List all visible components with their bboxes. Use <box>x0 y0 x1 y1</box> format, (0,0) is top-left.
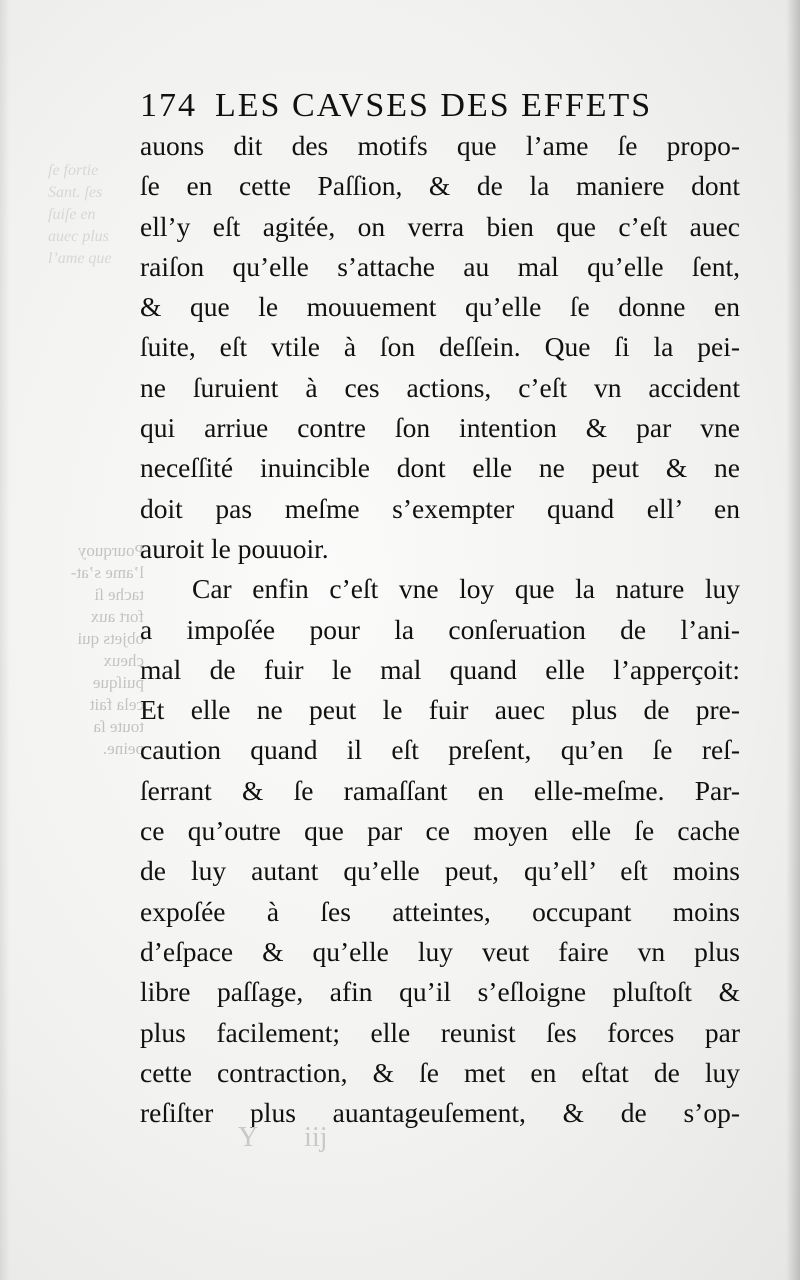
text-line: neceſſité inuincible dont elle ne peut & ne <box>140 452 740 484</box>
text-line: auons dit des motifs que l’ame ſe propo- <box>140 130 740 161</box>
text-line: plus facilement; elle reunist ſes forces par <box>140 1016 740 1048</box>
text-line: ſe en cette Paſſion, & de la maniere dont <box>140 170 740 202</box>
page-edge-shadow-left <box>0 0 10 1280</box>
text-line: expoſée à ſes atteintes, occupant moins <box>140 895 740 927</box>
paragraph-last-line: auroit le pouuoir. <box>140 532 329 564</box>
show-through-marginalia-top: ſe fortie Sant. ſes ſuiſe en auec plus l’ame que <box>48 162 112 267</box>
text-line: mal de fuir le mal quand elle l’apperçoit: <box>140 653 740 685</box>
paragraph-first-line: Car enfin c’eſt vne loy que la nature luy <box>192 573 740 605</box>
text-line: raiſon qu’elle s’attache au mal qu’elle ſent, <box>140 250 740 282</box>
signature-mark: Y iij <box>238 1122 328 1153</box>
text-line: caution quand il eſt preſent, qu’en ſe reſ- <box>140 734 740 766</box>
running-title: LES CAVSES DES EFFETS <box>215 87 653 124</box>
text-line: libre paſſage, afin qu’il s’eſloigne pluſtoſt & <box>140 976 740 1008</box>
text-line: ne ſuruient à ces actions, c’eſt vn accident <box>140 371 740 403</box>
body-text <box>140 126 740 1133</box>
running-header <box>140 84 730 128</box>
text-line: ſuite, eſt vtile à ſon deſſein. Que ſi la pei- <box>140 331 740 363</box>
text-line: d’eſpace & qu’elle luy veut faire vn plus <box>140 935 740 967</box>
show-through-marginalia-left: Pourquoy l’ame s’at- tache ſi fort aux objets qui cheux puiſque cela fait toute ſa peine. <box>70 541 144 758</box>
text-line: qui arriue contre ſon intention & par vne <box>140 412 740 444</box>
text-line: reſiſter plus auantageuſement, & de s’op- <box>140 1097 740 1129</box>
text-line: de luy autant qu’elle peut, qu’ell’ eſt moins <box>140 855 740 887</box>
text-line: a impoſée pour la conſeruation de l’ani- <box>140 613 740 645</box>
page-edge-shadow-right <box>786 0 800 1280</box>
text-line: ſerrant & ſe ramaſſant en elle-meſme. Par- <box>140 774 740 806</box>
text-line: ce qu’outre que par ce moyen elle ſe cache <box>140 815 740 847</box>
text-line: doit pas meſme s’exempter quand ell’ en <box>140 492 740 524</box>
text-line: & que le mouuement qu’elle ſe donne en <box>140 291 740 323</box>
text-line: ell’y eſt agitée, on verra bien que c’eſt auec <box>140 210 740 242</box>
page-number: 174 <box>140 87 197 124</box>
text-line: Et elle ne peut le fuir auec plus de pre- <box>140 694 740 726</box>
text-line: cette contraction, & ſe met en eſtat de luy <box>140 1056 740 1088</box>
